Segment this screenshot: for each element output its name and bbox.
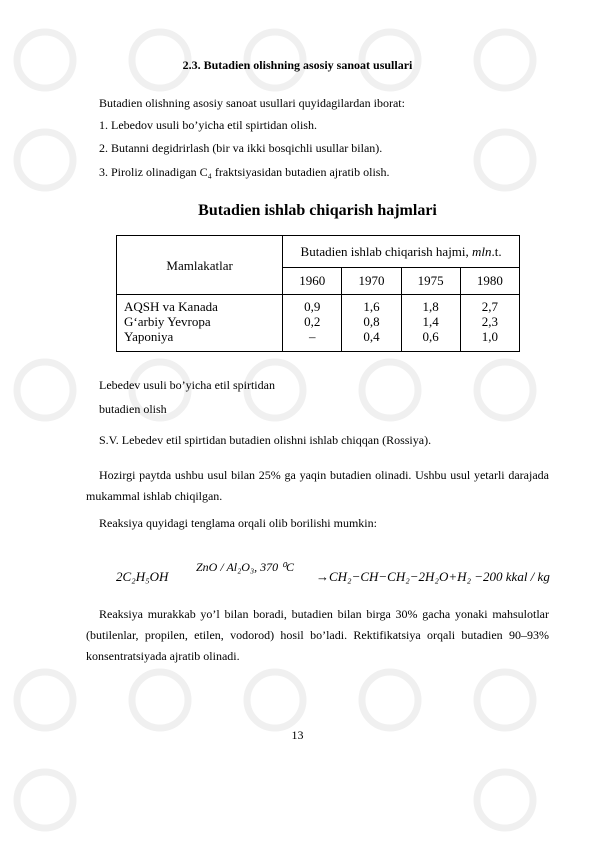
value-cell: –	[309, 329, 316, 344]
value-cell: 0,8	[363, 314, 380, 329]
equation-catalyst: ZnO / Al₂O₃, 370 ⁰C	[196, 560, 294, 574]
paragraph-2: Reaksiya quyidagi tenglama orqali olib borilishi mumkin:	[99, 516, 377, 530]
method-item-3: 3. Piroliz olinadigan C₄ fraktsiyasidan butadien ajratib olish.	[99, 165, 390, 179]
production-table	[116, 235, 520, 352]
header-year: 1960	[283, 267, 342, 294]
equation-products: →CH₂−CH−CH₂−2H₂O+H₂ −200 kkal / kg	[316, 569, 550, 584]
table-title: Butadien ishlab chiqarish hajmlari	[198, 202, 437, 219]
paragraph-3: Reaksiya murakkab yo’l bilan boradi, butadien bilan birga 30% gacha yonaki mahsulotlar (butilenlar, propilen, etilen, vodorod) hosil bo’ladi. Rektifikatsiya orqali butadien 90–93% konsentratsiyada ajratib olinadi.	[86, 607, 549, 663]
values-1960	[283, 295, 342, 352]
values-1970	[342, 295, 401, 352]
value-cell: 0,4	[363, 329, 380, 344]
values-1975	[401, 295, 460, 352]
header-year: 1975	[401, 267, 460, 294]
header-year: 1980	[460, 267, 519, 294]
subtitle-line-2: butadien olish	[99, 402, 167, 416]
value-cell: 1,8	[422, 299, 439, 314]
header-year: 1970	[342, 267, 401, 294]
method-item-1: 1. Lebedov usuli bo’yicha etil spirtidan olish.	[99, 118, 317, 132]
country-cell: AQSH va Kanada	[124, 299, 218, 314]
value-cell: 0,6	[422, 329, 439, 344]
value-cell: 0,2	[304, 314, 321, 329]
value-cell: 1,0	[481, 329, 498, 344]
lebedev-note: S.V. Lebedev etil spirtidan butadien olishni ishlab chiqqan (Rossiya).	[99, 433, 432, 447]
intro-text: Butadien olishning asosiy sanoat usullari quyidagilardan iborat:	[99, 96, 405, 110]
value-cell: 2,3	[481, 314, 498, 329]
header-country: Mamlakatlar	[117, 236, 283, 295]
equation-reactant: 2C₂H₅OH	[116, 569, 169, 584]
reaction-equation	[116, 560, 586, 590]
value-cell: 1,4	[422, 314, 439, 329]
page-number: 13	[291, 728, 304, 742]
country-cell: Yaponiya	[124, 329, 174, 344]
method-item-2: 2. Butanni degidrirlash (bir va ikki bosqichli usullar bilan).	[99, 141, 383, 155]
value-cell: 1,6	[363, 299, 380, 314]
header-volume: Butadien ishlab chiqarish hajmi, mln.t.	[283, 236, 520, 268]
country-cell: G‘arbiy Yevropa	[124, 314, 211, 329]
paragraph-1: Hozirgi paytda ushbu usul bilan 25% ga yaqin butadien olinadi. Ushbu usul yetarli darajada mukammal ishlab chiqilgan.	[86, 468, 549, 503]
values-1980	[460, 295, 519, 352]
country-column	[117, 295, 283, 352]
value-cell: 0,9	[304, 299, 321, 314]
subtitle-line-1: Lebedev usuli bo’yicha etil spirtidan	[99, 378, 275, 392]
section-heading: 2.3. Butadien olishning asosiy sanoat usullari	[182, 58, 413, 72]
value-cell: 2,7	[481, 299, 498, 314]
